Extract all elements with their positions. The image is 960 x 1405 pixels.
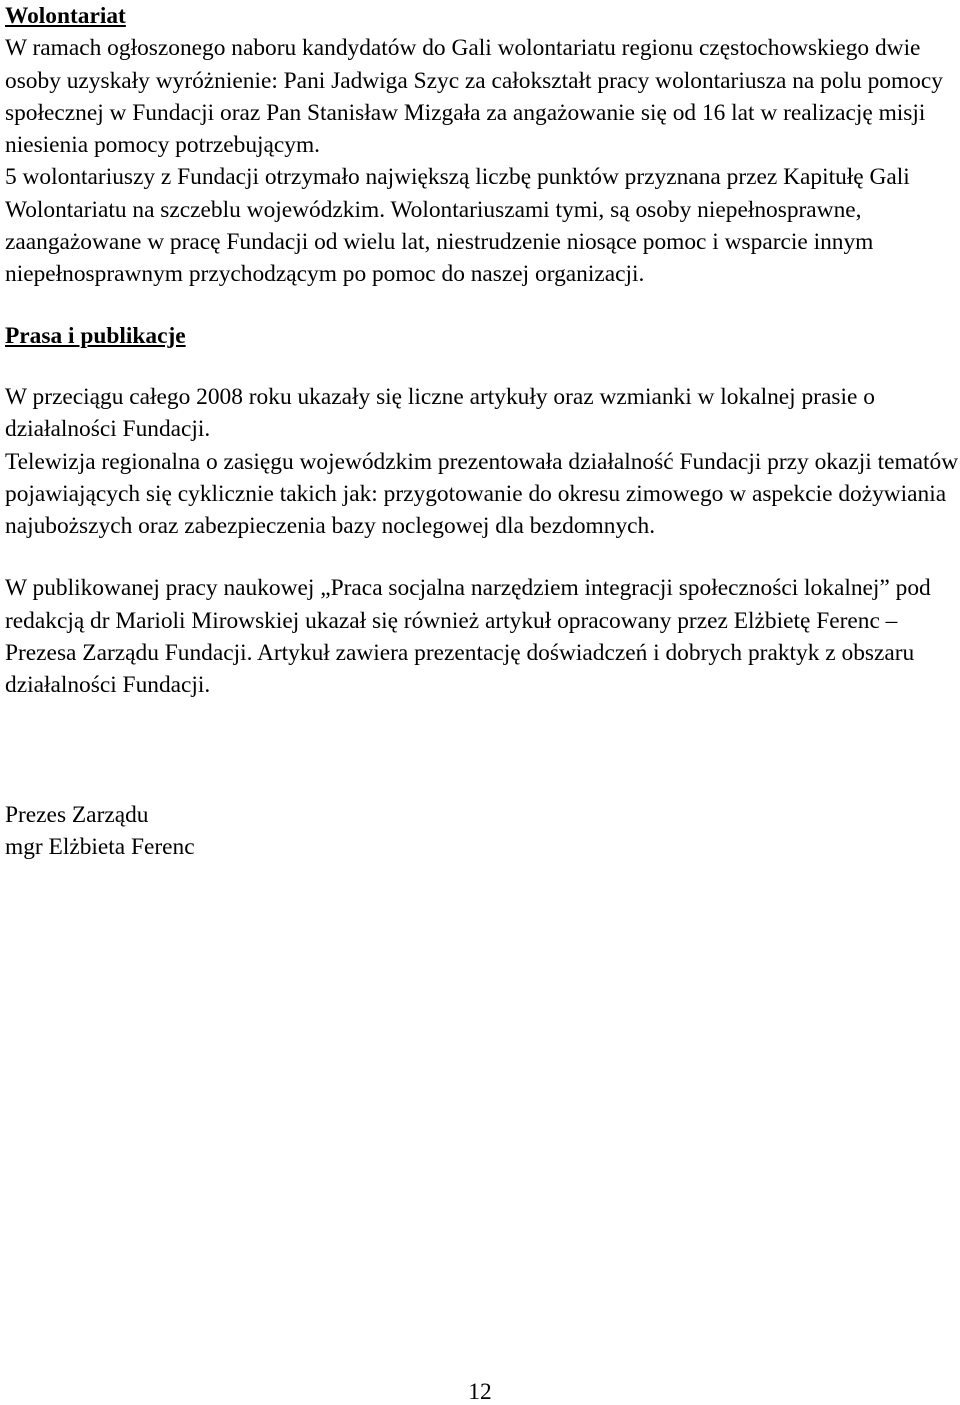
- spacer: [5, 702, 960, 799]
- press-paragraph-3: W publikowanej pracy naukowej „Praca socjalna narzędziem integracji społeczności lokalnej” pod redakcją dr Marioli Mirowskiej ukazał się również artykuł opracowany przez Elżbietę Ferenc – Prezesa Zarządu Fundacji. Artykuł zawiera prezentację doświadczeń i dobrych praktyk z obszaru działalności Fundacji.: [5, 575, 931, 699]
- spacer: [5, 291, 960, 320]
- page-number: 12: [468, 1379, 492, 1405]
- volunteering-paragraph-2: 5 wolontariuszy z Fundacji otrzymało największą liczbę punktów przyznana przez Kapitułę Gali Wolontariatu na szczeblu wojewódzkim. Wolontariuszami tymi, są osoby niepełnosprawne, zaangażowane w pracę Fundacji od wielu lat, niestrudzenie niosące pomoc i wsparcie innym niepełnosprawnym przychodzącym po pomoc do naszej organizacji.: [5, 164, 910, 288]
- spacer: [5, 542, 960, 572]
- press-heading: Prasa i publikacje: [5, 322, 186, 349]
- press-paragraph-1: W przeciągu całego 2008 roku ukazały się liczne artykuły oraz wzmianki w lokalnej prasie o działalności Fundacji.: [5, 383, 875, 443]
- spacer: [5, 352, 960, 381]
- signature-title: Prezes Zarządu: [5, 801, 149, 828]
- volunteering-paragraph-1: W ramach ogłoszonego naboru kandydatów do Gali wolontariatu regionu częstochowskiego dwie osoby uzyskały wyróżnienie: Pani Jadwiga Szyc za całokształt pracy wolontariusza na polu pomocy społecznej w Fundacji oraz Pan Stanisław Mizgała za angażowanie się od 16 lat w realizację misji niesienia pomocy potrzebującym.: [5, 35, 943, 159]
- volunteering-heading: Wolontariat: [5, 3, 126, 29]
- press-paragraph-2: Telewizja regionalna o zasięgu wojewódzkim prezentowała działalność Fundacji przy okazji tematów pojawiających się cyklicznie takich jak: przygotowanie do okresu zimowego w aspekcie dożywiania najuboższych oraz zabezpieczenia bazy noclegowej dla bezdomnych.: [5, 448, 959, 540]
- document-page: [5, 0, 960, 863]
- signature-name: mgr Elżbieta Ferenc: [5, 833, 195, 860]
